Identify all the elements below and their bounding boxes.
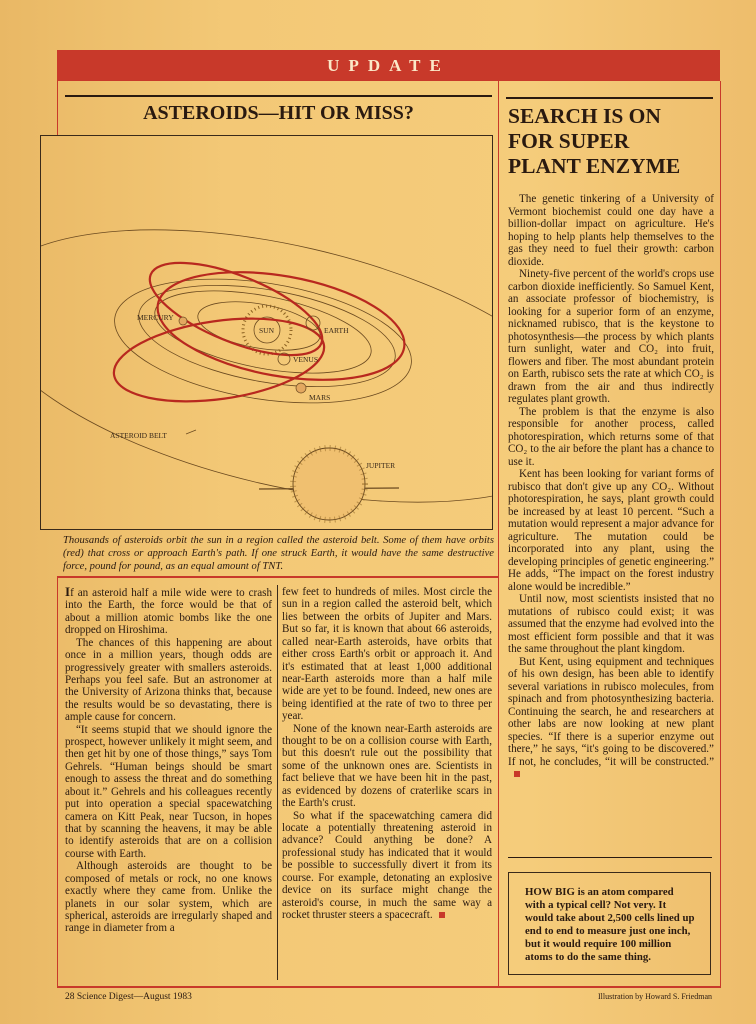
section-banner: UPDATE	[57, 50, 720, 81]
illustration-credit: Illustration by Howard S. Friedman	[598, 992, 712, 1001]
sun-label: SUN	[259, 326, 275, 335]
fact-box: HOW BIG is an atom compared with a typical cell? Not very. It would take about 2,500 cells lined up end to end to measure just one inch, but it would require 100 million atoms to do the same thing.	[508, 872, 711, 975]
paragraph: Ninety-five percent of the world's crops use carbon dioxide inefficiently. So Samuel Kent, an associate professor of biochemistry, is looking for a superior form of an enzyme, nicknamed rubisco, that is the keystone to photosynthesis—the process by which plants turn sunlight, water and CO₂ into fruit, flowers and fiber. The most abundant protein on Earth, rubisco sets the rate at which CO₂ is drawn from the air and thus indirectly regulates plant growth.	[508, 268, 714, 405]
paragraph: few feet to hundreds of miles. Most circle the sun in a region called the asteroid belt, which lies between the orbits of Jupiter and Mars. But so far, it is known that about 66 asteroids, called near-Earth asteroids, have orbits that either cross Earth's orbit or approach it. And it's estimated that at least 1,000 additional near-Earth asteroids more than a half mile wide are yet to be found. Indeed, new ones are being identified at the rate of two to three per year.	[282, 586, 492, 723]
paragraph: The chances of this happening are about once in a million years, though odds are progressively greater with smallers asteroids. Perhaps you feel safe. But an astronomer at the University of Arizona thinks that, because the results would be so devastating, there is ample cause for concern.	[65, 636, 272, 724]
venus-label: VENUS	[293, 355, 319, 364]
paragraph: Although asteroids are thought to be composed of metals or rock, no one knows exactly where they came from. Unlike the planets in our solar system, which are spherical, asteroids are irregularly shaped and range in diameter from a	[65, 860, 272, 935]
solar-system-illustration	[40, 135, 493, 530]
title-rule	[65, 95, 492, 97]
end-mark-icon	[439, 912, 445, 918]
page-border	[57, 576, 58, 986]
left-article-column-1	[65, 586, 272, 935]
mercury-label: MERCURY	[137, 313, 174, 322]
paragraph: So what if the spacewatching camera did locate a potentially threatening asteroid in advance? Could anything be done? A professional study has indicated that it would be possible to successfully divert it from its course. For example, detonating an explosive device on its surface might change the asteroid's course, in much the same way a rocket thruster steers a spacecraft.	[282, 809, 492, 921]
left-headline: ASTEROIDS—HIT OR MISS?	[143, 102, 414, 124]
paragraph: Until now, most scientists insisted that no mutations of rubisco could exist; it was assumed that the enzyme had evolved into the most efficient form possible and that it was the same throughout the plant kingdom.	[508, 593, 714, 655]
paragraph: The problem is that the enzyme is also responsible for another process, called photorespiration, which returns some of that CO₂ to the air before the plant has a chance to use it.	[508, 405, 714, 468]
left-article-column-2	[282, 586, 492, 921]
jupiter-label: JUPITER	[366, 461, 396, 470]
figure-caption: Thousands of asteroids orbit the sun in a region called the asteroid belt. Some of them have orbits (red) that cross or approach Earth's path. If one struck Earth, it would have the same destructive force, pound for pound, as an equal amount of TNT.	[63, 535, 494, 572]
paragraph: Kent has been looking for variant forms of rubisco that don't give up any CO₂. Without photorespiration, he says, plant growth could be increased by at least 10 percent. “Such a mutation would represent a major advance for agriculture. The mutation could be incorporated into any plant, using the developing principles of genetic engineering.” He adds, “The impact on the forest industry alone would be incredible.”	[508, 468, 714, 593]
paragraph: The genetic tinkering of a University of Vermont biochemist could one day have a billion-dollar impact on agriculture. He's hoping to help plants help themselves to the gas they need to fuel their growth: carbon dioxide.	[508, 193, 714, 268]
page-border	[57, 81, 58, 136]
column-divider	[498, 81, 499, 986]
title-rule	[506, 97, 713, 99]
box-rule	[508, 857, 712, 858]
mars-label: MARS	[309, 393, 331, 402]
paragraph: But Kent, using equipment and techniques of his own design, has been able to identify several variations in rubisco molecules, from spinach and from photosynthesizing bacteria. Continuing the search, he and researchers at other labs are now looking at new plant species. “If there is a superior enzyme out there,” he says, “it's going to be discovered.” If not, he concludes, “it will be constructed.”	[508, 656, 714, 781]
page-footer-folio: 28 Science Digest—August 1983	[65, 992, 192, 1002]
right-headline: SEARCH IS ON FOR SUPER PLANT ENZYME	[508, 104, 681, 178]
paragraph: “It seems stupid that we should ignore the prospect, however unlikely it might seem, and then get hit by one of those things,” says Tom Gehrels. “Human beings should be smart enough to assess the threat and do something about it.” Gehrels and his colleagues recently put into operation a special spacewatching camera on Kitt Peak, near Tucson, in hopes that by scanning the heavens, it may be able to identify asteroids that are on a collision course with Earth.	[65, 723, 272, 860]
asteroid-belt-orbit	[41, 179, 492, 529]
column-divider	[277, 585, 278, 980]
earth-label: EARTH	[324, 326, 349, 335]
mercury-planet	[179, 317, 187, 325]
jupiter-planet	[259, 448, 399, 520]
asteroid-belt-label: ASTEROID BELT	[110, 431, 168, 440]
mars-planet	[296, 383, 306, 393]
paragraph: If an asteroid half a mile wide were to crash into the Earth, the force would be that of about a million atomic bombs like the one dropped on Hiroshima.	[65, 584, 272, 637]
drop-letter: I	[65, 584, 71, 599]
end-mark-icon	[514, 771, 520, 777]
footer-rule	[57, 986, 721, 988]
paragraph: None of the known near-Earth asteroids are thought to be on a collision course with Earth, but this doesn't rule out the possibility that some of the unknown ones are. Scientists in fact believe that we have been hit in the past, as evidenced by dozens of craterlike scars in the Earth's crust.	[282, 722, 492, 810]
page-border	[720, 81, 721, 986]
caption-rule	[57, 576, 498, 578]
orbit-diagram	[41, 136, 492, 529]
right-article-column	[508, 193, 714, 781]
